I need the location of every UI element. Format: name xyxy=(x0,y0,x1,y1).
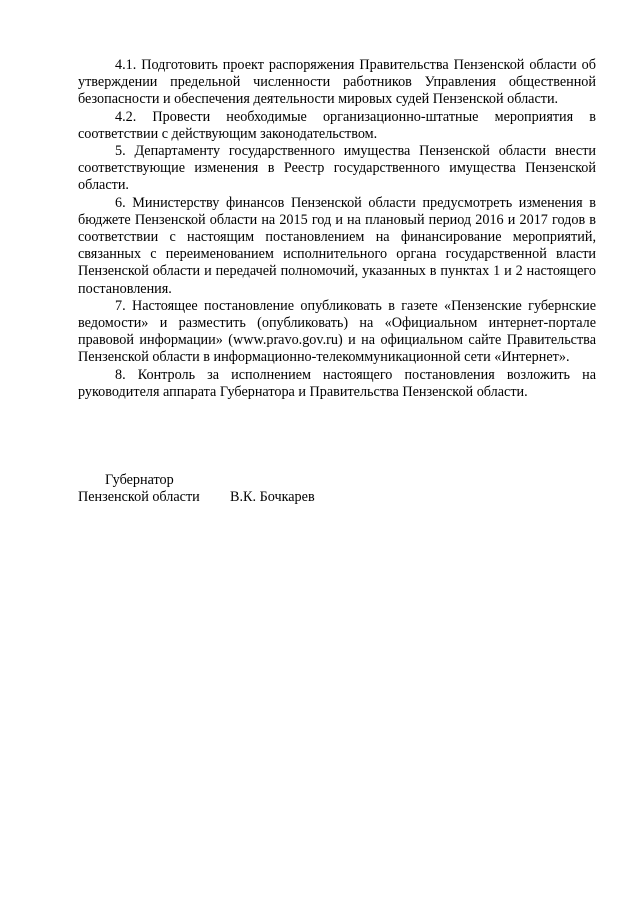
paragraph-5: 5. Департаменту государственного имущества Пензенской области внести соответствующие изменения в Реестр государственного имущества Пензенской области. xyxy=(78,143,596,194)
signatory-organization: Пензенской области xyxy=(78,489,200,506)
paragraph-6: 6. Министерству финансов Пензенской области предусмотреть изменения в бюджете Пензенской области на 2015 год и на плановый период 2016 и 2017 годов в соответствии с настоящим постановлением на финансирование мероприятий, связанных с переименованием исполнительного органа государственной власти Пензенской области и передачей полномочий, указанных в пунктах 1 и 2 настоящего постановления. xyxy=(78,194,596,297)
paragraph-4-2: 4.2. Провести необходимые организационно-штатные мероприятия в соответствии с действующим законодательством. xyxy=(78,108,596,142)
signatory-name: В.К. Бочкарев xyxy=(230,489,315,506)
paragraph-7: 7. Настоящее постановление опубликовать в газете «Пензенские губернские ведомости» и разместить (опубликовать) на «Официальном интернет-портале правовой информации» (www.pravo.gov.ru) и на официальном сайте Правительства Пензенской области в информационно-телекоммуникационной сети «Интернет». xyxy=(78,297,596,366)
signatory-line xyxy=(78,489,478,506)
paragraph-4-1: 4.1. Подготовить проект распоряжения Правительства Пензенской области об утверждении предельной численности работников Управления общественной безопасности и обеспечения деятельности мировых судей Пензенской области. xyxy=(78,57,596,108)
signature-block xyxy=(78,472,478,506)
document-body xyxy=(78,57,596,401)
signatory-title: Губернатор xyxy=(105,472,174,488)
paragraph-8: 8. Контроль за исполнением настоящего постановления возложить на руководителя аппарата Губернатора и Правительства Пензенской области. xyxy=(78,366,596,400)
